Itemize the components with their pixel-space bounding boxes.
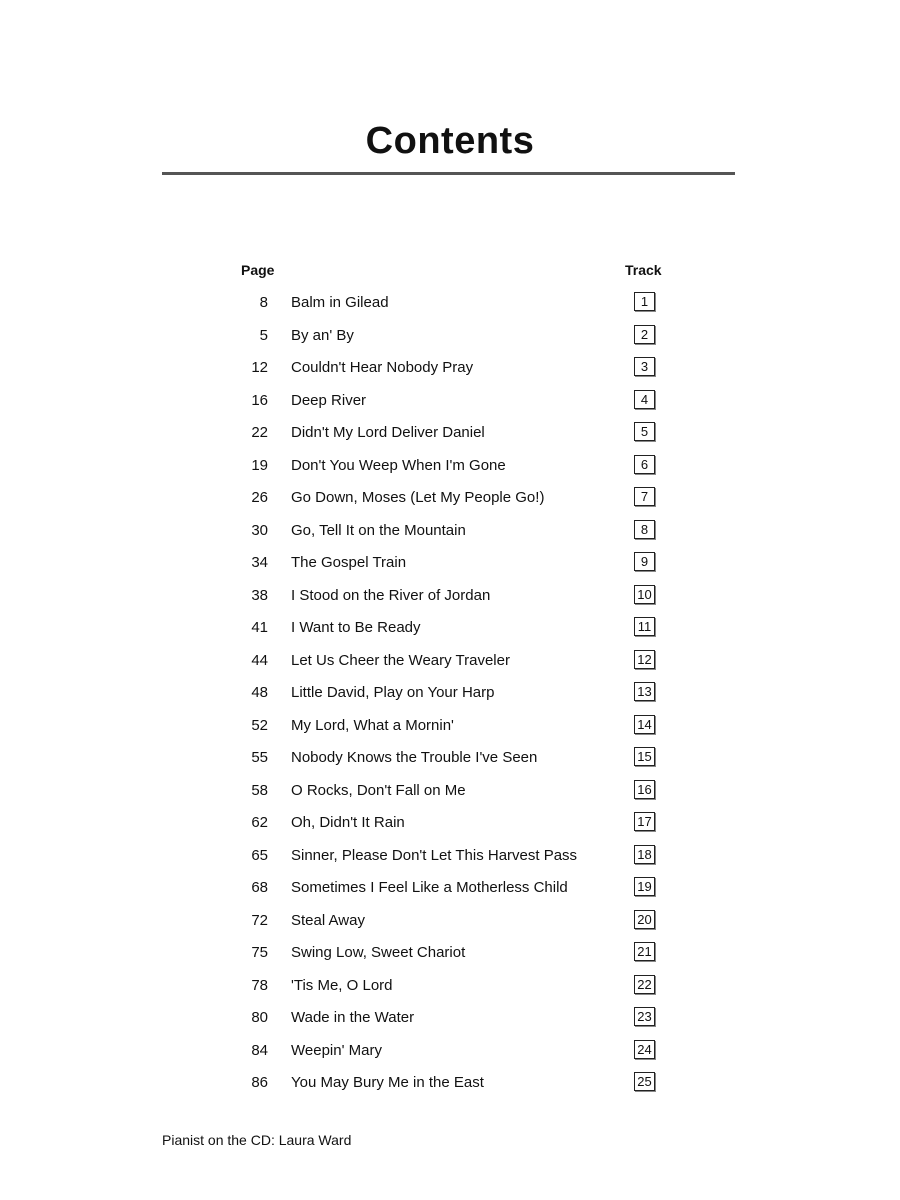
track-number-box: 9: [634, 552, 655, 571]
song-title: By an' By: [291, 326, 354, 344]
song-title: I Want to Be Ready: [291, 619, 421, 636]
page-number: 16: [251, 391, 268, 409]
song-title: Didn't My Lord Deliver Daniel: [291, 424, 485, 441]
song-title: Little David, Play on Your Harp: [291, 684, 495, 701]
page-number: 80: [251, 1009, 268, 1026]
track-number-box: 18: [634, 845, 655, 864]
track-number-box: 10: [634, 585, 655, 604]
list-item: [0, 938, 900, 971]
track-number-box: 15: [634, 747, 655, 766]
list-item: [0, 1068, 900, 1101]
song-title: Weepin' Mary: [291, 1041, 382, 1059]
track-number-box: 13: [634, 682, 655, 701]
list-item: [0, 483, 900, 516]
list-item: [0, 1003, 900, 1036]
list-item: [0, 581, 900, 614]
page-title: Contents: [365, 120, 535, 162]
title-divider: [162, 172, 735, 175]
song-title: Go, Tell It on the Mountain: [291, 521, 466, 539]
list-item: [0, 776, 900, 809]
track-number-box: 14: [634, 715, 655, 734]
page-number: 48: [251, 684, 268, 701]
list-item: [0, 1036, 900, 1069]
track-number-box: 25: [634, 1072, 655, 1091]
list-item: [0, 386, 900, 419]
song-title: Deep River: [291, 391, 367, 409]
page-number: 55: [251, 749, 268, 766]
page-number: 86: [251, 1074, 268, 1091]
list-item: [0, 613, 900, 646]
page-number: 41: [251, 619, 268, 636]
list-item: [0, 743, 900, 776]
page-number: 44: [251, 651, 268, 669]
list-item: [0, 873, 900, 906]
track-number-box: 24: [634, 1040, 655, 1059]
list-item: [0, 451, 900, 484]
page-number: 5: [259, 326, 268, 344]
track-number-box: 6: [634, 455, 655, 474]
song-title: Let Us Cheer the Weary Traveler: [291, 651, 510, 669]
page-number: 8: [259, 294, 268, 311]
page-number: 52: [251, 716, 268, 734]
pianist-credit: Pianist on the CD: Laura Ward: [162, 1132, 352, 1148]
list-item: [0, 321, 900, 354]
list-item: [0, 646, 900, 679]
song-title: The Gospel Train: [291, 554, 407, 571]
track-number-box: 7: [634, 487, 655, 506]
song-title: 'Tis Me, O Lord: [291, 976, 393, 994]
track-number-box: 16: [634, 780, 655, 799]
list-item: [0, 678, 900, 711]
page-number: 12: [251, 359, 268, 376]
list-item: [0, 711, 900, 744]
track-number-box: 3: [634, 357, 655, 376]
page-number: 84: [251, 1041, 268, 1059]
song-title: Swing Low, Sweet Chariot: [291, 944, 466, 961]
list-item: [0, 808, 900, 841]
contents-list: [0, 288, 900, 1101]
song-title: Steal Away: [291, 911, 365, 929]
page-number: 62: [251, 814, 268, 831]
page-number: 75: [251, 944, 268, 961]
page-number: 38: [251, 586, 268, 604]
list-item: [0, 841, 900, 874]
song-title: Nobody Knows the Trouble I've Seen: [291, 749, 538, 766]
page-number: 68: [251, 879, 268, 896]
page-number: 72: [251, 911, 268, 929]
song-title: Oh, Didn't It Rain: [291, 814, 405, 831]
list-item: [0, 906, 900, 939]
song-title: Sinner, Please Don't Let This Harvest Pass: [291, 846, 578, 864]
track-number-box: 17: [634, 812, 655, 831]
song-title: My Lord, What a Mornin': [291, 716, 454, 734]
song-title: Balm in Gilead: [291, 294, 389, 311]
track-number-box: 19: [634, 877, 655, 896]
track-number-box: 22: [634, 975, 655, 994]
page-number: 34: [251, 554, 268, 571]
page-number: 22: [251, 424, 268, 441]
song-title: O Rocks, Don't Fall on Me: [291, 781, 466, 799]
track-number-box: 23: [634, 1007, 655, 1026]
list-item: [0, 353, 900, 386]
page-number: 58: [251, 781, 268, 799]
page-number: 30: [251, 521, 268, 539]
track-number-box: 20: [634, 910, 655, 929]
song-title: Don't You Weep When I'm Gone: [291, 456, 506, 474]
track-number-box: 8: [634, 520, 655, 539]
column-header-track: Track: [625, 262, 662, 278]
song-title: I Stood on the River of Jordan: [291, 586, 491, 604]
page-number: 78: [251, 976, 268, 994]
song-title: You May Bury Me in the East: [291, 1074, 484, 1091]
track-number-box: 12: [634, 650, 655, 669]
track-number-box: 5: [634, 422, 655, 441]
page-number: 65: [251, 846, 268, 864]
list-item: [0, 418, 900, 451]
list-item: [0, 548, 900, 581]
list-item: [0, 288, 900, 321]
song-title: Sometimes I Feel Like a Motherless Child: [291, 879, 568, 896]
list-item: [0, 971, 900, 1004]
track-number-box: 11: [634, 617, 655, 636]
list-item: [0, 516, 900, 549]
track-number-box: 4: [634, 390, 655, 409]
song-title: Wade in the Water: [291, 1009, 415, 1026]
page-number: 19: [251, 456, 268, 474]
page-number: 26: [251, 489, 268, 506]
column-header-page: Page: [241, 262, 275, 278]
track-number-box: 21: [634, 942, 655, 961]
track-number-box: 2: [634, 325, 655, 344]
song-title: Couldn't Hear Nobody Pray: [291, 359, 474, 376]
song-title: Go Down, Moses (Let My People Go!): [291, 489, 545, 506]
track-number-box: 1: [634, 292, 655, 311]
